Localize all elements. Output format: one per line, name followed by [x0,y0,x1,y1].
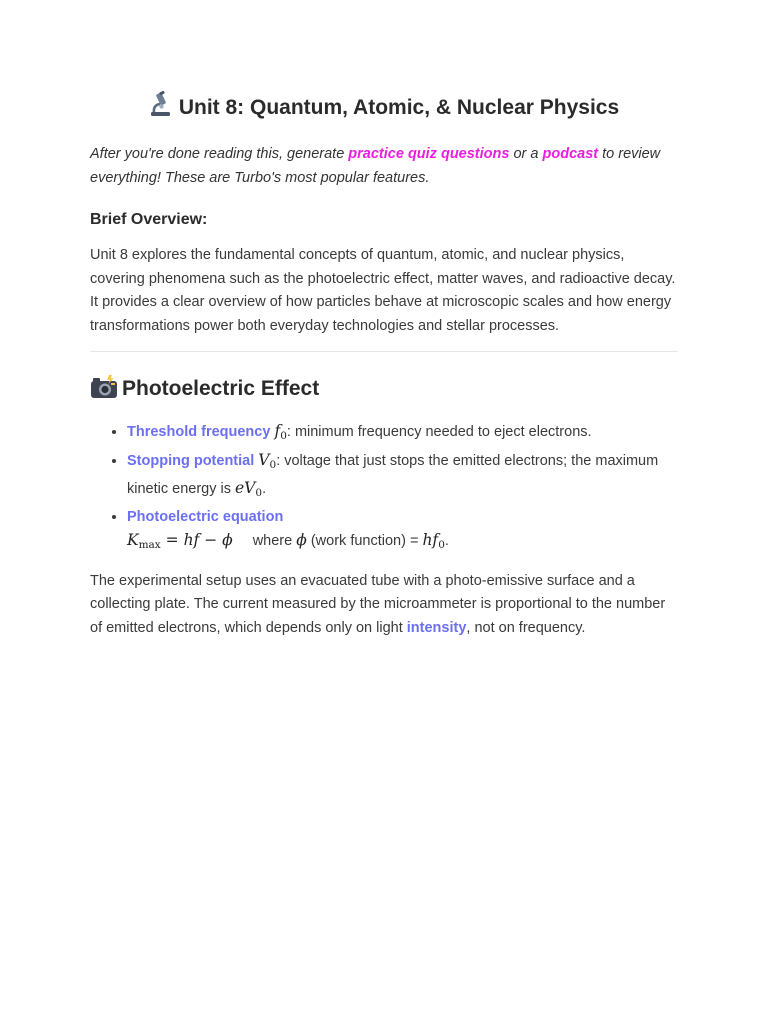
definitions-list [90,420,678,558]
equation-formula [127,531,233,549]
equation-where: where [252,533,297,549]
photoelectric-equation [127,529,678,558]
list-item [127,449,678,506]
intro-middle: or a [509,146,543,162]
equation-end: . [444,533,449,549]
stopping-symbol [258,451,276,469]
practice-quiz-link[interactable]: practice quiz questions [348,146,510,162]
intensity-term: intensity [406,619,467,636]
threshold-definition: : minimum frequency needed to eject electrons. [286,424,592,440]
camera-flash-icon [90,375,118,410]
stopping-symbol-sub: 0 [269,458,277,471]
microscope-icon [149,91,173,129]
work-function-hf: hf [422,531,439,549]
list-item [127,506,678,558]
max-ke-symbol-base: eV [235,479,256,497]
intro-text [90,143,678,190]
stopping-potential-term: Stopping potential [127,452,255,469]
work-function-formula [422,531,444,549]
stopping-symbol-base: V [258,450,270,469]
threshold-symbol-sub: 0 [280,430,287,442]
stopping-definition: : voltage that just stops the emitted electrons; the maximum kinetic energy is [127,452,659,497]
work-function-hf-sub: 0 [438,539,445,551]
section-divider [90,351,678,352]
overview-heading: Brief Overview: [90,211,208,228]
document-content [90,90,678,640]
podcast-link[interactable]: podcast [542,146,599,162]
overview-text: Unit 8 explores the fundamental concepts of quantum, atomic, and nuclear physics, covering phenomena such as the photoelectric effect, matter waves, and radioactive decay. It provides a clear overview of how particles behave at microscopic scales and how energy transformations power both everyday technologies and stellar processes. [90,247,676,334]
list-item [127,420,678,449]
work-function-symbol: ϕ [296,531,307,549]
photoelectric-equation-term: Photoelectric equation [127,508,284,525]
setup-text: The experimental setup uses an evacuated tube with a photo-emissive surface and a collecting plate. The current measured by the microammeter is proportional to the number of emitted electrons, which depends only on light [90,572,666,636]
equation-where-mid: (work function) = [306,533,423,549]
threshold-frequency-term: Threshold frequency [127,424,271,440]
threshold-symbol-base: f [274,422,281,440]
equation-lhs-sub: max [138,539,161,551]
threshold-symbol [274,422,286,440]
page-title [90,90,678,129]
equation-rhs: = hf − ϕ [160,531,233,549]
intro-after: to review everything! These are Turbo's most popular features. [90,146,661,186]
stopping-end: . [262,481,267,497]
max-ke-symbol-sub: 0 [255,487,263,499]
equation-lhs: K [127,531,139,549]
setup-text-end: , not on frequency. [466,619,586,636]
section-heading [90,372,678,410]
setup-paragraph [90,570,678,641]
section-heading-text: Photoelectric Effect [122,377,320,400]
max-ke-symbol [235,479,262,497]
intro-before: After you're done reading this, generate [90,146,349,162]
page-title-text: Unit 8: Quantum, Atomic, & Nuclear Physics [178,96,620,119]
